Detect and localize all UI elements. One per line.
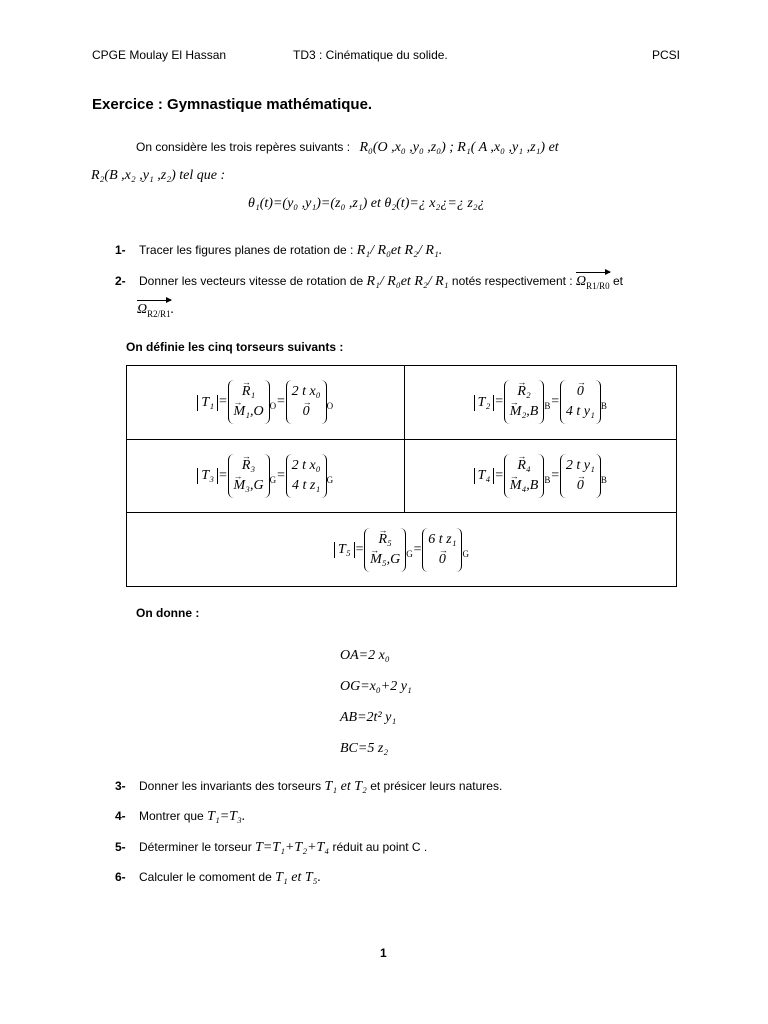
donnee-oa: OA=2 x₀ xyxy=(340,648,390,663)
donnee-og: OG=x₀+2 y₁ xyxy=(340,679,412,694)
torseur-t3: T₃ =→ R₃ → M₃,G $_G$=2 t x₀ 4 t z₁ $_G$ xyxy=(127,439,405,513)
donnees-list xyxy=(340,640,412,764)
header-td: TD3 : Cinématique du solide. xyxy=(293,48,448,62)
r0-text: R₀(O ,x₀ ,y₀ ,z₀) ; xyxy=(359,140,454,155)
torseur-t4: T₄ =→ R₄ → M₄,B $_B$=2 t y₁ → 0 $_B$ xyxy=(404,439,676,513)
donne-label: On donne : xyxy=(136,606,200,620)
header-class: PCSI xyxy=(652,48,681,62)
torseurs-intro: On définie les cinq torseurs suivants : xyxy=(126,340,344,354)
theta-line: θ₁(t)=(y₀ ,y₁)=(z₀ ,z₁) et θ₂(t)=¿ x₂¿=¿ z₂¿ xyxy=(248,196,485,211)
torseur-t1: T₁ =→ R₁ → M₁,O $_O$=2 t x₀ → 0 $_O$ xyxy=(127,366,405,440)
question-3: 3- Donner les invariants des torseurs T₁ et T₂ et présicer leurs natures. xyxy=(115,779,503,794)
exercise-title: Exercice : Gymnastique mathématique. xyxy=(92,96,373,113)
torseur-t5: T₅ =→ R₅ → M₅,G $_G$=6 t z₁ → 0 $_G$ xyxy=(127,513,677,587)
omega-r2-r1: $\Omega_{R2/R1}$. xyxy=(137,302,175,319)
header-school: CPGE Moulay El Hassan xyxy=(92,48,227,62)
page-number: 1 xyxy=(380,946,387,960)
intro-text: On considère les trois repères suivants : xyxy=(136,140,351,154)
question-6: 6- Calculer le comoment de T₁ et T₅. xyxy=(115,870,322,885)
r2-text: R₂(B ,x₂ ,y₁ ,z₂) tel que : xyxy=(91,168,226,183)
question-5: 5- Déterminer le torseur T=T₁+T₂+T₄ réduit au point C . xyxy=(115,840,428,855)
question-4: 4- Montrer que T₁=T₃. xyxy=(115,809,246,824)
r1-text: R₁( A ,x₀ ,y₁ ,z₁) et xyxy=(457,140,559,155)
torseurs-table xyxy=(126,365,677,587)
intro-line xyxy=(136,140,559,156)
donnee-bc: BC=5 z₂ xyxy=(340,741,389,756)
omega-r1-r0: $\Omega_{R1/R0}$ xyxy=(575,274,610,291)
torseur-t2: T₂ =→ R₂ → M₂,B $_B$=→ 0 4 t y₁ $_B$ xyxy=(404,366,676,440)
donnee-ab: AB=2t² y₁ xyxy=(340,710,397,725)
question-1: 1- Tracer les figures planes de rotation de : R₁/ R₀et R₂/ R₁. xyxy=(115,243,443,258)
question-2: 2- Donner les vecteurs vitesse de rotation de R₁/ R₀et R₂/ R₁ notés respectivement : $\Omega_{R1/R0}$ et xyxy=(115,274,623,291)
